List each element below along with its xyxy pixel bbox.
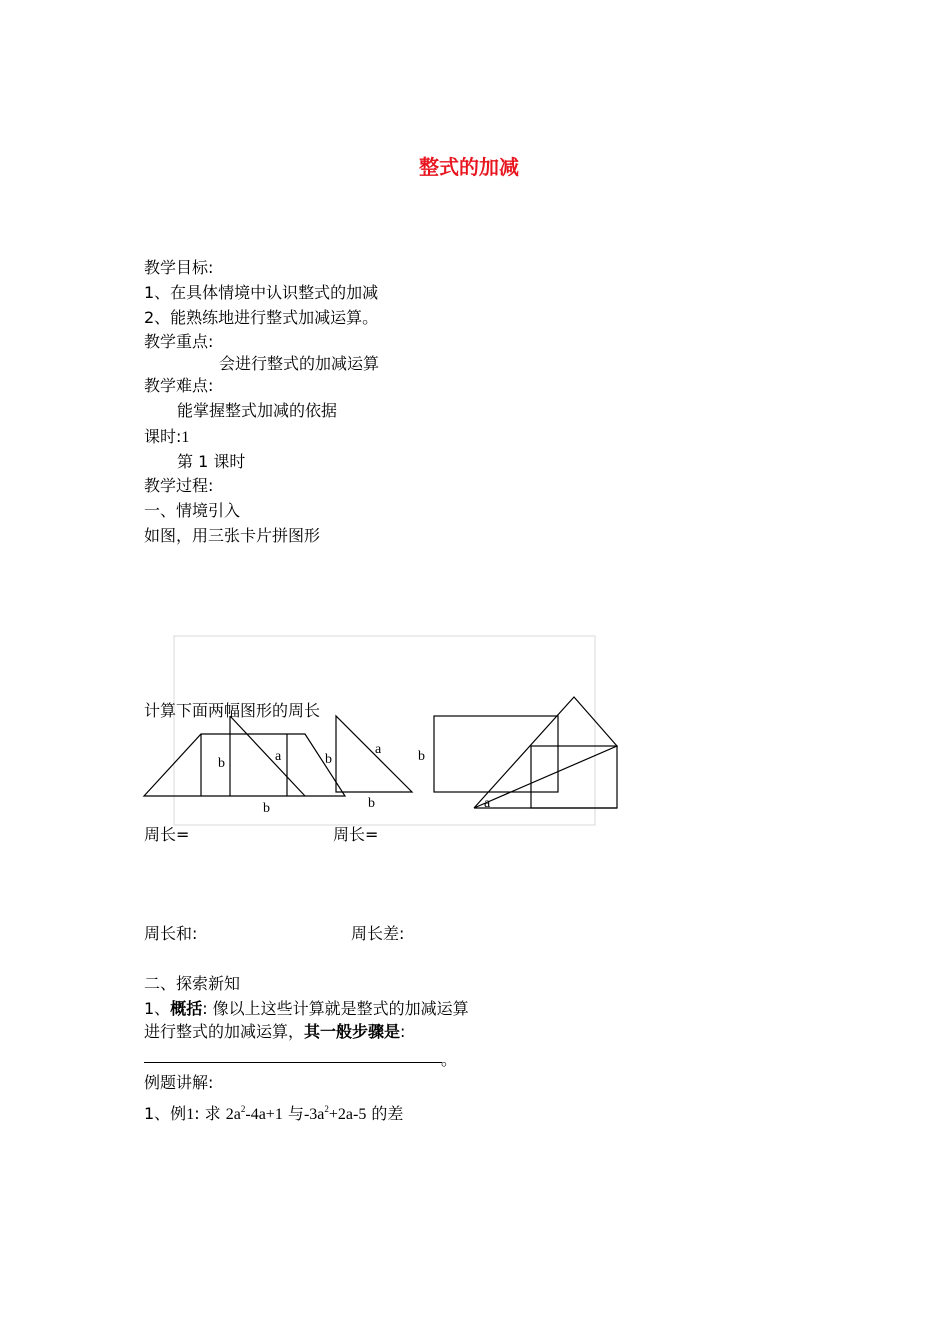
label-b-triangle: b [368, 796, 375, 811]
objective-2: 2、能熟练地进行整式加减运算。 [144, 308, 379, 327]
steps-keyword: 其一般步骤是 [304, 1022, 401, 1041]
example-line [144, 1099, 403, 1125]
example-end: 的差 [371, 1104, 404, 1123]
example-prefix: 1、例 [144, 1104, 187, 1123]
steps-end-mark: 。 [441, 1050, 458, 1069]
perimeter-label-2: 周长= [333, 825, 379, 844]
label-b-mid: b [325, 752, 332, 767]
summary-prefix: 1、 [144, 999, 171, 1018]
label-b-rect: b [418, 749, 425, 764]
triangle-card [336, 716, 412, 792]
key-point-text: 会进行整式的加减运算 [219, 354, 380, 373]
expr1-base: 2a [225, 1106, 241, 1123]
expr2-exponent: 2 [324, 1104, 329, 1114]
hours-value: 1 [181, 429, 190, 446]
section1-heading: 一、情境引入 [144, 501, 241, 520]
summary-text: : 像以上这些计算就是整式的加减运算 [202, 999, 469, 1018]
intro-text: 如图，用三张卡片拼图形 [144, 526, 321, 545]
perimeter-label-1: 周长= [144, 825, 190, 844]
perimeter-sum-label: 周长和: [144, 924, 198, 943]
example-and: 与 [287, 1104, 304, 1123]
example-heading: 例题讲解: [144, 1073, 214, 1092]
square-card [531, 746, 617, 808]
summary-keyword: 概括 [170, 999, 203, 1018]
hours-label: 课时: [144, 427, 182, 446]
steps-suffix: : [400, 1022, 406, 1041]
perimeter-diff-label: 周长差: [351, 924, 405, 943]
label-a-left: a [275, 749, 282, 764]
summary-line [144, 999, 469, 1019]
example-number: 1 [186, 1106, 195, 1123]
rectangle-card [434, 716, 558, 792]
steps-line [144, 1022, 405, 1042]
expr2-tail: +2a-5 [328, 1106, 367, 1123]
label-a-right: a [484, 796, 491, 811]
difficulty-text: 能掌握整式加减的依据 [177, 401, 338, 420]
objectives-heading: 教学目标: [144, 258, 214, 277]
label-b-bottom: b [263, 801, 270, 816]
trapezoid-diagonal [230, 716, 305, 796]
right-triangle-shape [474, 697, 617, 808]
objective-1: 1、在具体情境中认识整式的加减 [144, 283, 379, 302]
example-colon: : 求 [194, 1104, 221, 1123]
expr1-tail: -4a+1 [245, 1106, 283, 1123]
label-b-left: b [218, 756, 225, 771]
page-title: 整式的加减 [419, 155, 519, 179]
calc-instruction: 计算下面两幅图形的周长 [144, 701, 321, 720]
key-point-heading: 教学重点: [144, 332, 214, 351]
process-heading: 教学过程: [144, 476, 214, 495]
expr2-base: -3a [303, 1106, 325, 1123]
section2-heading: 二、探索新知 [144, 974, 241, 993]
difficulty-heading: 教学难点: [144, 376, 214, 395]
expr1-exponent: 2 [240, 1104, 246, 1114]
card-placeholder-frame [174, 636, 595, 825]
steps-answer-line [144, 1062, 442, 1063]
hours-sub: 第 1 课时 [177, 452, 246, 471]
steps-prefix: 进行整式的加减运算， [144, 1022, 305, 1041]
label-a-triangle: a [375, 742, 382, 757]
